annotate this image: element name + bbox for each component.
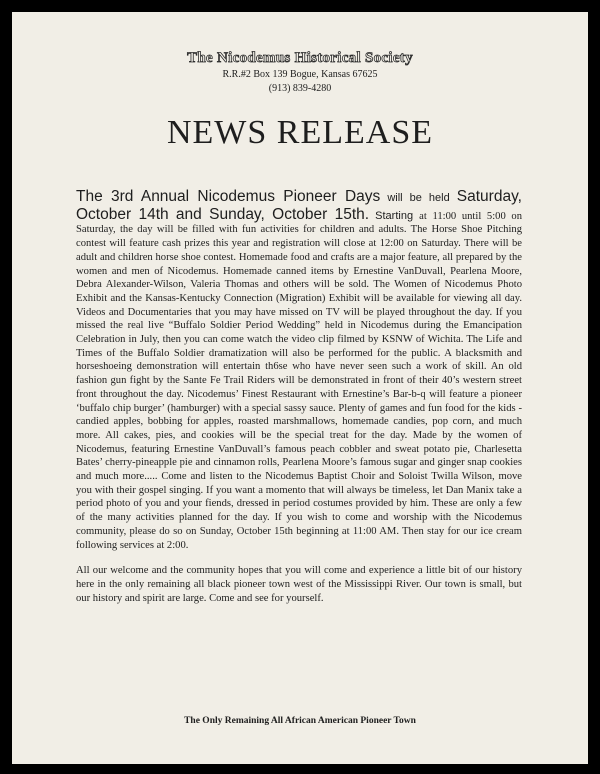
lead-continuation: Starting xyxy=(369,209,420,222)
document-page xyxy=(12,12,588,764)
footer-tagline: The Only Remaining All African American Pioneer Town xyxy=(184,716,416,726)
phone-line: (913) 839-4280 xyxy=(268,83,332,94)
event-dates: Saturday, October 14th and Sunday, October 15th. xyxy=(76,188,522,223)
organization-name: The Nicodemus Historical Society xyxy=(187,50,413,66)
paragraph-1 xyxy=(76,188,522,552)
address-line: R.R.#2 Box 139 Bogue, Kansas 67625 xyxy=(222,69,378,80)
paragraph-2: All our welcome and the community hopes that you will come and experience a little bit of our history here in the only remaining all black pioneer town west of the Mississippi River. Our town is small, but our history and spirit are large. Come and see for yourself. xyxy=(76,565,522,604)
event-name: The 3rd Annual Nicodemus Pioneer Days xyxy=(76,188,381,205)
article-body xyxy=(76,188,522,605)
paragraph-1-text: at 11:00 until 5:00 on Saturday, the day will be filled with fun activities for children and adults. The Horse Shoe Pitching contest will feature cash prizes this year and registration will close at 12:00 on Saturday. There will be adult and children horse shoe contest. Homemade food and crafts are a major feature, all prepared by the women and men of Nicodemus. Homemade canned items by Ernestine VanDuvall, Pearlena Moore, Debra Alexander-Wilson, Valeria Thomas and others will be sold. The Women of Nicodemus Photo Exhibit and the Kansas-Kentucky Connection (Migration) Exhibit will be available for viewing all day. Videos and Documentaries that you may have missed on TV will be played throughout the day. If you missed the real live “Buffalo Soldier Period Wedding” held in Nicodemus during the Emancipation Celebration in July, then you can come watch the video clip filmed by KSNW of Wichita. The Life and Times of the Buffalo Soldier dramatization will also be performed for the public. A blacksmith and horseshoeing demonstration will entertain th6se who have never seen such a work of skill. An old fashion gun fight by the Sante Fe Trail Riders will be demonstrated in front of their 40’s western street front throughout the day. Nicodemus’ Finest Restaurant with Ernestine’s Bar-b-q will feature a pioneer ‘buffalo chip burger’ (hamburger) with a special sassy sauce. Plenty of games and fun food for the kids - candied apples, bobbing for apples, roasted marshmallows, homemade candies, pop corn, and much more. All cakes, pies, and cookies will be the special treat for the day. Made by the women of Nicodemus, featuring Ernestine VanDuvall’s famous peach cobbler and sweat potato pie, Charlesetta Bates’ cherry-pineapple pie and cinnamon rolls, Pearlena Moore’s famous sugar and ginger snap cookies and much more..... Come and listen to the Nicodemus Baptist Choir and Soloist Twilla Wilson, move you with their gospel singing. If you want a momento that will always be timeless, let Dan Manix take a period photo of you and your fiends, dressed in period costumes provided by him. These are only a few of the many activities planned for the day. If you wish to come and worship with the Nicodemus community, please do so on Sunday, October 15th beginning at 11:00 AM. Then stay for our ice cream following services at 2:00. xyxy=(76,210,523,551)
lead-connector: will be held xyxy=(380,192,457,204)
page-title: NEWS RELEASE xyxy=(166,114,434,151)
letterhead xyxy=(12,50,588,95)
